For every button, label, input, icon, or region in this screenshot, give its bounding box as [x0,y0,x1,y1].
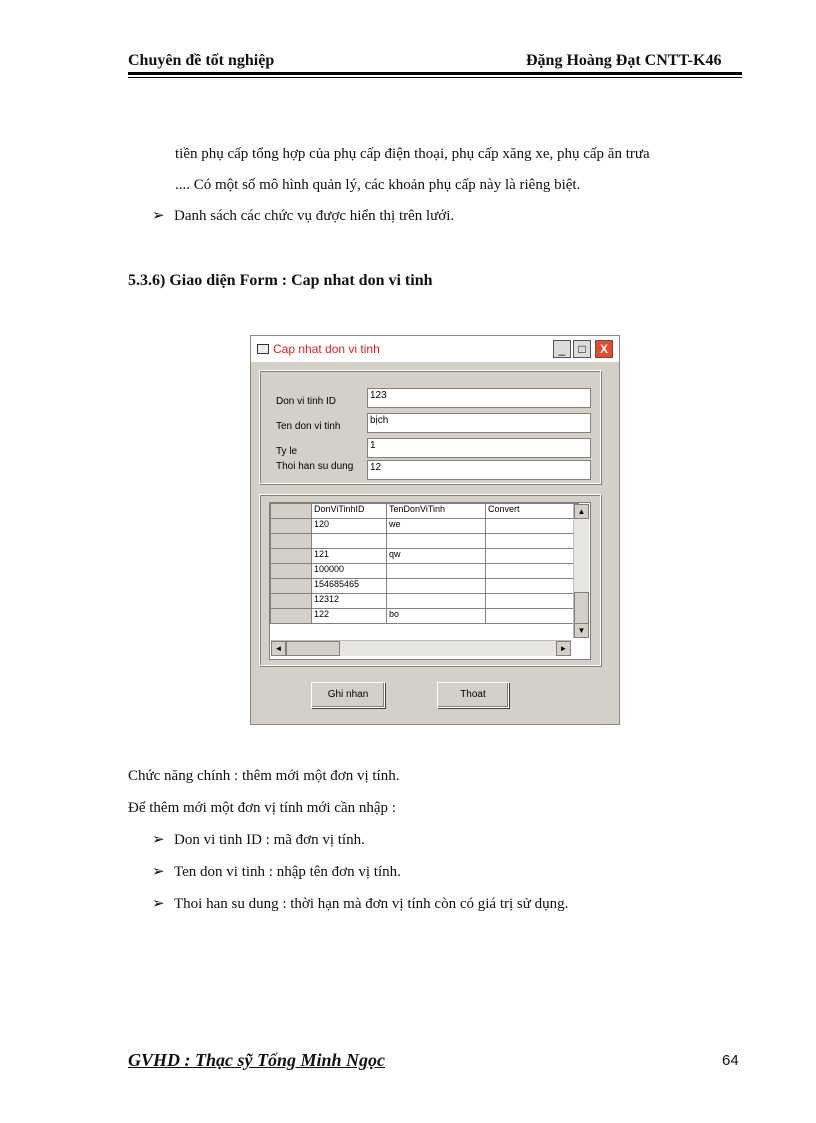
grid-cell[interactable] [486,579,579,594]
label-ten-don-vi-tinh: Ten don vi tinh [276,421,341,432]
grid-cell[interactable] [486,564,579,579]
ten-don-vi-tinh-input[interactable]: bịch [367,413,591,433]
desc-bullet-text: Don vi tinh ID : mã đơn vị tính. [174,832,365,848]
grid-cell[interactable] [486,519,579,534]
label-don-vi-tinh-id: Don vi tinh ID [276,396,337,407]
table-row[interactable] [271,534,579,549]
row-selector[interactable] [271,594,312,609]
grid-cell[interactable]: 154685465 [312,579,387,594]
dialog-window [250,335,620,725]
table-row[interactable] [271,579,579,594]
ghi-nhan-button[interactable]: Ghi nhan [311,682,385,708]
maximize-button[interactable]: □ [573,340,591,358]
ty-le-input[interactable]: 1 [367,438,591,458]
desc-line-1: Chức năng chính : thêm mới một đơn vị tính. [128,768,400,784]
table-row[interactable] [271,609,579,624]
desc-bullet-2 [152,862,401,882]
row-selector[interactable] [271,579,312,594]
grid-cell[interactable] [486,534,579,549]
desc-bullet-text: Thoi han su dung : thời hạn mà đơn vị tính còn có giá trị sử dụng. [174,896,569,912]
grid-cell[interactable] [387,594,486,609]
desc-line-2: Để thêm mới một đơn vị tính mới cần nhập : [128,800,396,816]
desc-bullet-3 [152,894,568,914]
header-right: Đặng Hoàng Đạt CNTT-K46 [526,52,722,69]
grid-cell[interactable]: we [387,519,486,534]
don-vi-tinh-id-input[interactable]: 123 [367,388,591,408]
footer-supervisor: GVHD : Thạc sỹ Tống Minh Ngọc [128,1050,386,1070]
desc-bullet-text: Ten don vi tinh : nhập tên đơn vị tính. [174,864,401,880]
column-header[interactable]: DonViTinhID [312,504,387,519]
close-button[interactable]: X [595,340,613,358]
scroll-up-icon[interactable]: ▲ [574,504,589,519]
grid-cell[interactable] [387,579,486,594]
grid-cell[interactable] [312,534,387,549]
table-row[interactable] [271,594,579,609]
vertical-scroll-thumb[interactable] [574,592,589,624]
thoi-han-su-dung-input[interactable]: 12 [367,460,591,480]
table-row[interactable] [271,549,579,564]
table-row[interactable] [271,519,579,534]
grid-cell[interactable] [486,594,579,609]
label-thoi-han-su-dung: Thoi han su dung [276,461,354,472]
grid-cell[interactable]: 120 [312,519,387,534]
thoat-button[interactable]: Thoat [437,682,509,708]
row-selector[interactable] [271,549,312,564]
horizontal-scroll-thumb[interactable] [286,641,340,656]
grid-cell[interactable] [387,564,486,579]
grid-cell[interactable]: 12312 [312,594,387,609]
header-rule [128,72,742,75]
title-bar[interactable] [251,336,619,362]
row-selector[interactable] [271,519,312,534]
arrow-bullet-icon: ➢ [152,832,165,848]
header-left: Chuyên đề tốt nghiệp [128,52,275,69]
column-header[interactable]: Convert [486,504,579,519]
window-title: Cap nhat don vi tinh [273,342,380,356]
label-ty-le: Ty le [276,446,298,457]
scroll-left-icon[interactable]: ◄ [271,641,286,656]
arrow-bullet-icon: ➢ [152,208,165,224]
grid-cell[interactable]: 100000 [312,564,387,579]
section-heading: 5.3.6) Giao diện Form : Cap nhat don vi tinh [128,272,433,289]
grid-cell[interactable]: qw [387,549,486,564]
table-row[interactable] [271,564,579,579]
data-grid[interactable] [269,502,591,660]
row-selector[interactable] [271,564,312,579]
header-rule-thin [128,77,742,78]
column-header[interactable]: TenDonViTinh [387,504,486,519]
page-number: 64 [722,1052,739,1069]
intro-bullet-text: Danh sách các chức vụ được hiển thị trên lưới. [174,208,455,224]
intro-bullet [152,206,454,226]
scroll-down-icon[interactable]: ▼ [574,623,589,638]
arrow-bullet-icon: ➢ [152,864,165,880]
grid-header-row [271,504,579,519]
arrow-bullet-icon: ➢ [152,896,165,912]
intro-line-2: .... Có một số mô hình quản lý, các khoản phụ cấp này là riêng biệt. [175,177,581,193]
vertical-scrollbar[interactable] [573,504,589,638]
intro-line-1: tiền phụ cấp tổng hợp của phụ cấp điện thoại, phụ cấp xăng xe, phụ cấp ăn trưa [175,146,650,162]
grid-cell[interactable]: bo [387,609,486,624]
grid-corner [271,504,312,519]
row-selector[interactable] [271,609,312,624]
window-icon [257,344,269,354]
grid-cell[interactable] [486,549,579,564]
grid-cell[interactable]: 122 [312,609,387,624]
desc-bullet-1 [152,830,365,850]
grid-cell[interactable] [387,534,486,549]
minimize-button[interactable]: _ [553,340,571,358]
horizontal-scrollbar[interactable] [271,640,571,656]
row-selector[interactable] [271,534,312,549]
scroll-right-icon[interactable]: ► [556,641,571,656]
grid-cell[interactable] [486,609,579,624]
grid-cell[interactable]: 121 [312,549,387,564]
